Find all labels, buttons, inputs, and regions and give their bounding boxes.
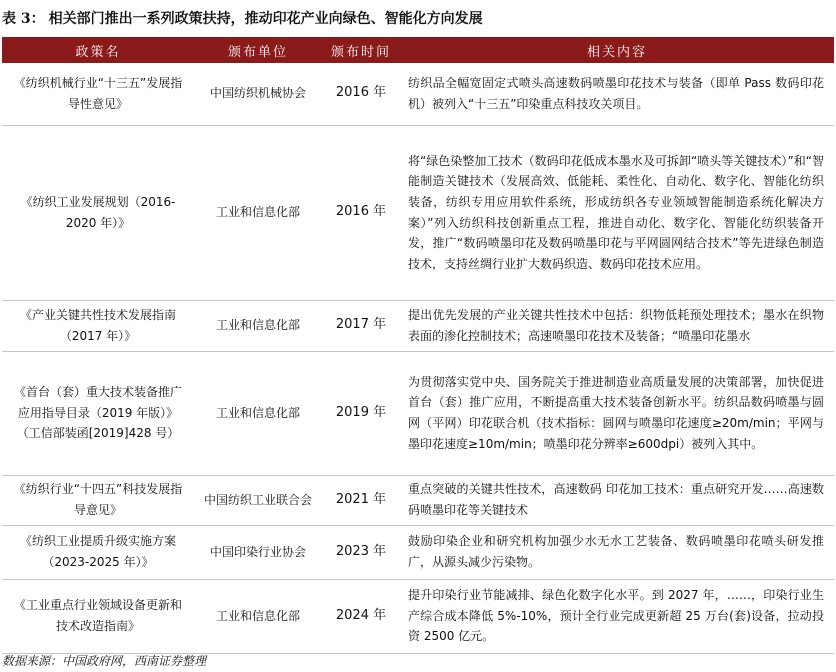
- content-cell: 提升印染行业节能减排、绿色化数字化水平。到 2027 年，……，印染行业生产综合成本降低 5%-10%，预计全行业完成更新超 25 万台(套)设备，拉动投资 2500 亿元。: [400, 579, 834, 653]
- table-row: [2, 300, 834, 351]
- content-cell: 提出优先发展的产业关键共性技术中包括：织物低耗预处理技术；墨水在织物表面的渗化控制技术；高速喷墨印花技术及装备；“喷墨印花墨水: [400, 300, 834, 351]
- content-cell: 为贯彻落实党中央、国务院关于推进制造业高质量发展的决策部署，加快促进首台（套）推广应用，不断提高重大技术装备创新水平。纺织品数码喷墨与圆网（平网）印花联合机（技术指标：圆网与喷墨印花速度≥20m/min；平网与墨印花速度≥10m/min；喷墨印花分辨率≥600dpi）被列入其中。: [400, 351, 834, 475]
- issuer-cell: 中国纺织机械协会: [194, 63, 322, 125]
- issuer-cell: 工业和信息化部: [194, 351, 322, 475]
- policy-name-cell: 《产业关键共性技术发展指南（2017 年）》: [2, 300, 194, 351]
- table-row: [2, 475, 834, 525]
- policy-name-cell: 《工业重点行业领域设备更新和技术改造指南》: [2, 579, 194, 653]
- issuer-cell: 工业和信息化部: [194, 125, 322, 300]
- policy-name-cell: 《纺织机械行业“十三五”发展指导性意见》: [2, 63, 194, 125]
- content-cell: 鼓励印染企业和研究机构加强少水无水工艺装备、数码喷墨印花喷头研发推广，从源头减少污染物。: [400, 525, 834, 579]
- year-cell: 2024 年: [322, 579, 400, 653]
- content-cell: 重点突破的关键共性技术，高速数码 印花加工技术：重点研究开发……高速数码喷墨印花等关键技术: [400, 475, 834, 525]
- policy-name-cell: 《纺织工业发展规划（2016-2020 年）》: [2, 125, 194, 300]
- header-policy-name: 政策名: [2, 37, 194, 63]
- year-cell: 2019 年: [322, 351, 400, 475]
- year-cell: 2017 年: [322, 300, 400, 351]
- content-cell: 将“绿色染整加工技术（数码印花低成本墨水及可拆卸“喷头等关键技术）”和“智能制造关键技术（发展高效、低能耗、柔性化、自动化、数字化、智能化纺织装备，纺织专用应用软件系统，形成纺织各专业领域智能制造系统化解决方案）”列入纺织科技创新重点工程，推进自动化、数字化、智能化纺织装备开发，推广“数码喷墨印花及数码喷墨印花与平网圆网结合技术”等先进绿色制造技术，支持丝绸行业扩大数码织造、数码印花技术应用。: [400, 125, 834, 300]
- table-title: 相关部门推出一系列政策扶持，推动印花产业向绿色、智能化方向发展: [48, 11, 483, 27]
- table-row: [2, 63, 834, 125]
- issuer-cell: 中国纺织工业联合会: [194, 475, 322, 525]
- policy-name-cell: 《纺织工业提质升级实施方案（2023-2025 年）》: [2, 525, 194, 579]
- policy-name-cell: 《纺织行业“十四五”科技发展指导意见》: [2, 475, 194, 525]
- table-row: [2, 351, 834, 475]
- table-row: [2, 125, 834, 300]
- table-row: [2, 579, 834, 653]
- table-row: [2, 525, 834, 579]
- content-cell: 纺织品全幅宽固定式喷头高速数码喷墨印花技术与装备（即单 Pass 数码印花机）被列入“十三五”印染重点科技攻关项目。: [400, 63, 834, 125]
- table-number: 表 3：: [2, 11, 45, 27]
- data-source-note: 数据来源：中国政府网，西南证券整理: [2, 654, 207, 668]
- header-issue-date: 颁布时间: [322, 37, 400, 63]
- issuer-cell: 中国印染行业协会: [194, 525, 322, 579]
- year-cell: 2016 年: [322, 125, 400, 300]
- year-cell: 2016 年: [322, 63, 400, 125]
- header-issuer: 颁布单位: [194, 37, 322, 63]
- header-row: [2, 37, 834, 63]
- year-cell: 2021 年: [322, 475, 400, 525]
- table-caption: [2, 6, 834, 32]
- policy-name-cell: 《首台（套）重大技术装备推广应用指导目录（2019 年版）》（工信部装函[2019]428 号）: [2, 351, 194, 475]
- issuer-cell: 工业和信息化部: [194, 579, 322, 653]
- year-cell: 2023 年: [322, 525, 400, 579]
- policy-table: [2, 37, 834, 654]
- header-content: 相关内容: [400, 37, 834, 63]
- issuer-cell: 工业和信息化部: [194, 300, 322, 351]
